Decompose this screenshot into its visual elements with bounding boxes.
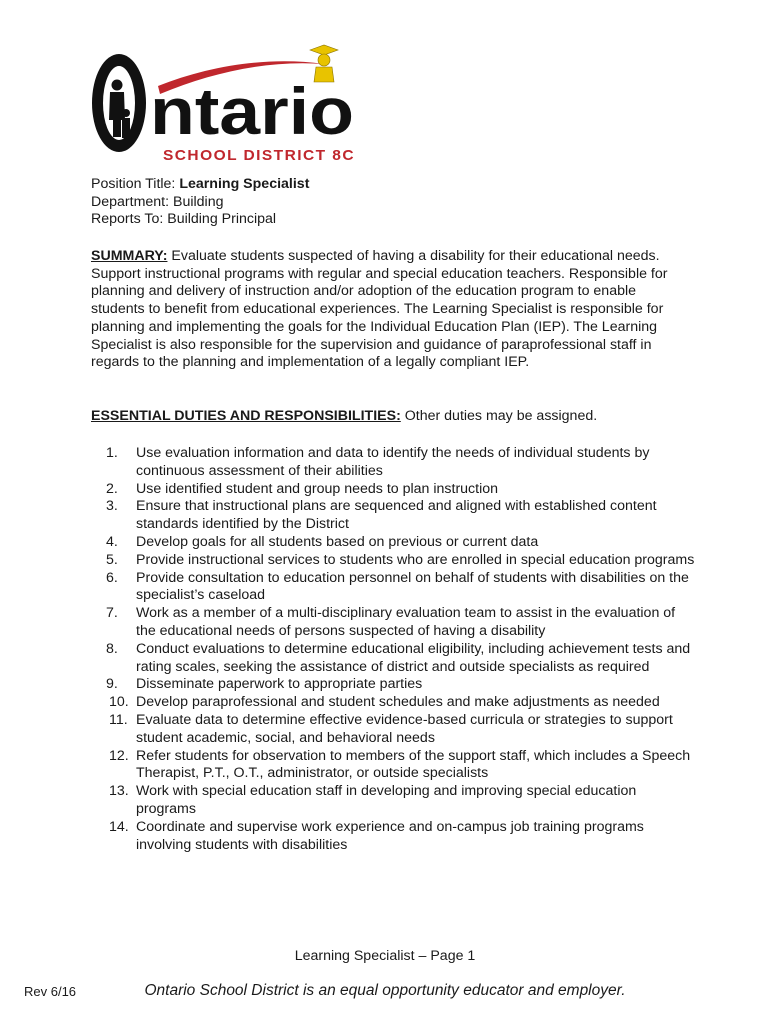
list-item: 3. Ensure that instructional plans are sequenced and aligned with established content standards identified by the District xyxy=(106,498,657,533)
logo-wordmark: ntario xyxy=(150,74,354,148)
summary-section xyxy=(91,248,691,372)
list-item: 2. Use identified student and group needs to plan instruction xyxy=(106,480,499,497)
list-item: 14. Coordinate and supervise work experience and on-campus job training programs involving students with disabilities xyxy=(109,818,644,853)
department-line: Department: Building xyxy=(91,193,224,210)
duties-note: Other duties may be assigned. xyxy=(400,408,598,424)
duties-heading: ESSENTIAL DUTIES AND RESPONSIBILITIES: xyxy=(91,408,401,424)
list-item: 4. Develop goals for all students based on previous or current data xyxy=(106,533,539,550)
logo-subtitle: SCHOOL DISTRICT 8C xyxy=(163,147,355,164)
list-item: 8. Conduct evaluations to determine educational eligibility, including achievement tests and rating scales, seeking the assistance of district and outside specialists as required xyxy=(106,640,691,675)
duties-list xyxy=(106,445,696,854)
summary-heading: SUMMARY: xyxy=(91,248,168,264)
list-item: 1. Use evaluation information and data to identify the needs of individual students by continuous assessment of their abilities xyxy=(106,445,650,479)
page-number: Learning Specialist – Page 1 xyxy=(294,948,476,964)
equal-opportunity-statement: Ontario School District is an equal opportunity educator and employer. xyxy=(144,982,626,999)
revision-date: Rev 6/16 xyxy=(24,984,77,999)
list-item: 11. Evaluate data to determine effective evidence-based curricula or strategies to support student academic, social, and behavioral needs xyxy=(109,711,673,746)
position-title-value: Learning Specialist xyxy=(179,176,310,192)
list-item: 9. Disseminate paperwork to appropriate parties xyxy=(106,676,423,693)
list-item: 7. Work as a member of a multi-disciplinary evaluation team to assist in the evaluation of the educational needs of persons suspected of having a disability xyxy=(106,605,676,639)
duties-heading-line xyxy=(91,407,597,425)
position-header xyxy=(91,176,309,229)
district-logo xyxy=(88,42,363,164)
list-item: 5. Provide instructional services to students who are enrolled in special education programs xyxy=(106,551,695,568)
list-item: 13. Work with special education staff in developing and improving special education programs xyxy=(109,783,637,817)
list-item: 10. Develop paraprofessional and student schedules and make adjustments as needed xyxy=(109,694,660,711)
summary-text: Evaluate students suspected of having a disability for their educational needs. Support instructional programs with regular and special education teachers. Responsible for planning and delivery of instruction and/or adoption of the education program to enable students to benefit from educational experiences. The Learning Specialist is responsible for planning and implementing the goals for the Individual Education Plan (IEP). The Learning Specialist is also responsible for the supervision and guidance of paraprofessional staff in regards to the planning and implementation of a legally compliant IEP. xyxy=(91,248,668,371)
list-item: 6. Provide consultation to education personnel on behalf of students with disabilities on the specialist’s caseload xyxy=(106,569,689,604)
reports-to-line: Reports To: Building Principal xyxy=(91,211,277,227)
position-title-line: Position Title: Learning Specialist xyxy=(91,176,310,192)
list-item: 12. Refer students for observation to members of the support staff, which includes a Speech Therapist, P.T., O.T., administrator, or outside specialists xyxy=(109,747,691,782)
